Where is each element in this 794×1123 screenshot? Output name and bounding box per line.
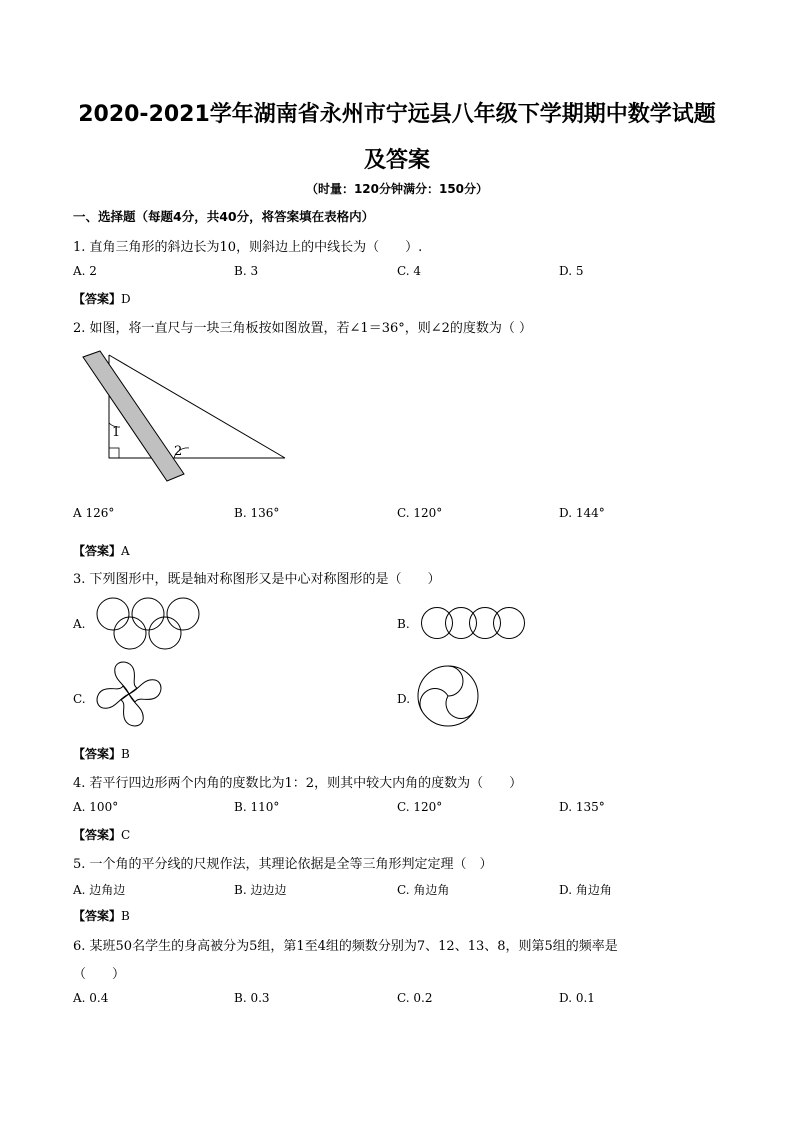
- question-2-stem: 2. 如图，将一直尺与一块三角板按如图放置，若∠1＝36°，则∠2的度数为（ ）: [73, 321, 533, 336]
- answer-value: D: [121, 292, 131, 306]
- section-heading: 一、选择题（每题4分，共40分，将答案填在表格内）: [73, 209, 375, 224]
- three-arc-circle-figure: [416, 664, 480, 728]
- olympic-rings-figure: [96, 597, 208, 652]
- angle-2-label: 2: [174, 444, 183, 459]
- question-4-stem: 4. 若平行四边形两个内角的度数比为1：2，则其中较大内角的度数为（ ）: [73, 776, 523, 791]
- question-2-answer: [73, 542, 130, 559]
- question-2-option-b: B. 136°: [234, 506, 280, 520]
- question-5-answer: [73, 907, 130, 924]
- answer-value: A: [121, 544, 130, 558]
- question-6-option-c: C. 0.2: [397, 991, 433, 1005]
- question-1-option-d: D. 5: [559, 264, 584, 278]
- question-3-option-d: D.: [397, 692, 411, 706]
- ruler-shape: [83, 351, 184, 481]
- exam-subtitle: （时量：120分钟满分：150分）: [305, 182, 489, 196]
- question-6-option-d: D. 0.1: [559, 991, 595, 1005]
- question-3-option-a: A.: [73, 617, 86, 631]
- question-6-stem-continued: （ ）: [73, 967, 126, 982]
- question-3-answer: [73, 745, 130, 762]
- ruler-triangle-figure: [70, 345, 300, 485]
- question-5-option-c: C. 角边角: [397, 883, 450, 897]
- question-1-option-b: B. 3: [234, 264, 259, 278]
- answer-value: C: [121, 828, 131, 842]
- question-3-option-c: C.: [73, 692, 86, 706]
- question-5-option-b: B. 边边边: [234, 883, 287, 897]
- question-4-option-c: C. 120°: [397, 800, 443, 814]
- answer-value: B: [121, 909, 130, 923]
- right-angle-mark: [109, 448, 119, 458]
- question-4-answer: [73, 826, 130, 843]
- question-6-stem: 6. 某班50名学生的身高被分为5组，第1至4组的频数分别为7、12、13、8，则第5组的频率是: [73, 939, 618, 954]
- pinwheel-figure: [93, 658, 165, 730]
- answer-tag: 【答案】: [73, 909, 122, 923]
- question-4-option-d: D. 135°: [559, 800, 605, 814]
- four-circles-chain-figure: [421, 606, 525, 640]
- question-5-option-a: A. 边角边: [73, 883, 126, 897]
- answer-value: B: [121, 747, 130, 761]
- answer-tag: 【答案】: [73, 544, 122, 558]
- angle-1-label: 1: [112, 425, 121, 440]
- question-2-option-a: A 126°: [73, 506, 115, 520]
- question-4-option-a: A. 100°: [73, 800, 119, 814]
- question-5-stem: 5. 一个角的平分线的尺规作法，其理论依据是全等三角形判定定理（ ）: [73, 857, 493, 872]
- question-3-stem: 3. 下列图形中，既是轴对称图形又是中心对称图形的是（ ）: [73, 572, 441, 587]
- question-1-stem: 1. 直角三角形的斜边长为10，则斜边上的中线长为（ ）.: [73, 240, 423, 255]
- question-2-option-d: D. 144°: [559, 506, 605, 520]
- question-5-option-d: D. 角边角: [559, 883, 612, 897]
- question-1-answer: [73, 290, 131, 307]
- question-6-option-a: A. 0.4: [73, 991, 109, 1005]
- question-2-option-c: C. 120°: [397, 506, 443, 520]
- page-title: 2020-2021学年湖南省永州市宁远县八年级下学期期中数学试题及答案: [78, 102, 716, 173]
- question-4-option-b: B. 110°: [234, 800, 280, 814]
- answer-tag: 【答案】: [73, 292, 122, 306]
- answer-tag: 【答案】: [73, 747, 122, 761]
- question-6-option-b: B. 0.3: [234, 991, 270, 1005]
- question-3-option-b: B.: [397, 617, 410, 631]
- question-1-option-c: C. 4: [397, 264, 422, 278]
- answer-tag: 【答案】: [73, 828, 122, 842]
- question-1-option-a: A. 2: [73, 264, 97, 278]
